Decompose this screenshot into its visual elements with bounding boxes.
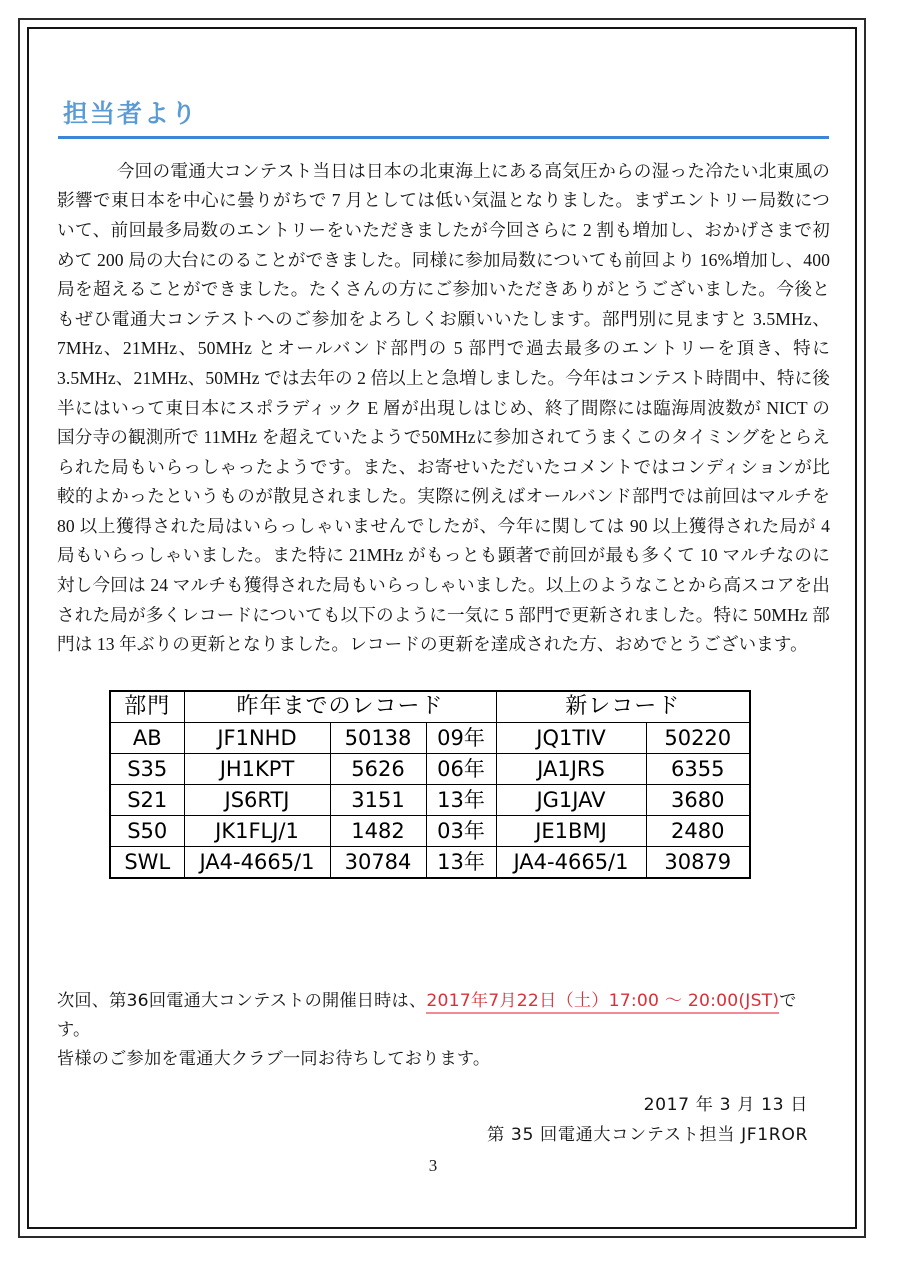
cell-new-score: 30879	[646, 846, 750, 878]
signature-date: 2017 年 3 月 13 日	[643, 1094, 808, 1115]
cell-old-year: 09年	[426, 722, 496, 753]
section-heading-block	[57, 100, 830, 139]
records-table-head	[110, 691, 750, 723]
cell-old-call: JS6RTJ	[184, 784, 330, 815]
records-table-body	[110, 722, 750, 878]
header-new-record: 新レコード	[496, 691, 750, 723]
cell-new-score: 50220	[646, 722, 750, 753]
cell-old-score: 50138	[330, 722, 426, 753]
next-contest-datetime: 2017年7月22日（土）17:00 ～ 20:00(JST)	[426, 991, 779, 1014]
cell-old-call: JK1FLJ/1	[184, 815, 330, 846]
cell-old-call: JF1NHD	[184, 722, 330, 753]
cell-old-call: JH1KPT	[184, 753, 330, 784]
records-table	[109, 690, 751, 879]
cell-new-score: 2480	[646, 815, 750, 846]
cell-old-score: 5626	[330, 753, 426, 784]
cell-new-call: JE1BMJ	[496, 815, 646, 846]
table-header-row	[110, 691, 750, 723]
cell-old-score: 3151	[330, 784, 426, 815]
cell-division: SWL	[110, 846, 184, 878]
header-old-record: 昨年までのレコード	[184, 691, 496, 723]
cell-new-call: JG1JAV	[496, 784, 646, 815]
page-number: 3	[428, 1156, 438, 1175]
cell-old-call: JA4-4665/1	[184, 846, 330, 878]
cell-division: S35	[110, 753, 184, 784]
heading-divider	[58, 136, 829, 139]
cell-division: AB	[110, 722, 184, 753]
signature-author: 第 35 回電通大コンテスト担当 JF1ROR	[487, 1124, 808, 1145]
cell-division: S21	[110, 784, 184, 815]
cell-new-call: JA4-4665/1	[496, 846, 646, 878]
page-content	[57, 100, 830, 1150]
cell-old-year: 03年	[426, 815, 496, 846]
cell-new-call: JQ1TIV	[496, 722, 646, 753]
cell-new-call: JA1JRS	[496, 753, 646, 784]
table-row	[110, 846, 750, 878]
header-division: 部門	[110, 691, 184, 723]
closing-notice	[57, 987, 830, 1074]
signature-block	[57, 1090, 830, 1150]
cell-old-year: 06年	[426, 753, 496, 784]
cell-old-score: 1482	[330, 815, 426, 846]
cell-old-year: 13年	[426, 846, 496, 878]
cell-new-score: 6355	[646, 753, 750, 784]
table-row	[110, 784, 750, 815]
body-paragraph: 今回の電通大コンテスト当日は日本の北東海上にある高気圧からの湿った冷たい北東風の影響で東日本を中心に曇りがちで 7 月としては低い気温となりました。まずエントリー局数について、前回最多局数のエントリーをいただきましたが今回さらに 2 割も増加し、おかげさまで初めて 200 局の大台にのることができました。同様に参加局数についても前回より 16%増加し、400 局を超えることができました。たくさんの方にご参加いただきありがとうございました。今後ともぜひ電通大コンテストへのご参加をよろしくお願いいたします。部門別に見ますと 3.5MHz、7MHz、21MHz、50MHz とオールバンド部門の 5 部門で過去最多のエントリーを頂き、特に 3.5MHz、21MHz、50MHz では去年の 2 倍以上と急増しました。今年はコンテスト時間中、特に後半にはいって東日本にスポラディック E 層が出現しはじめ、終了間際には臨海周波数が NICT の国分寺の観測所で 11MHz を超えていたようで50MHzに参加されてうまくこのタイミングをとらえられた局もいらっしゃったようです。また、お寄せいただいたコメントではコンディションが比較的よかったというものが散見されました。実際に例えばオールバンド部門では前回はマルチを 80 以上獲得された局はいらっしゃいませんでしたが、今年に関しては 90 以上獲得された局が 4 局もいらっしゃいました。また特に 21MHz がもっとも顕著で前回が最も多くて 10 マルチなのに対し今回は 24 マルチも獲得された局もいらっしゃいました。以上のようなことから高スコアを出された局が多くレコードについても以下のように一気に 5 部門で更新されました。特に 50MHz 部門は 13 年ぶりの更新となりました。レコードの更新を達成された方、おめでとうございます。	[57, 160, 830, 655]
table-row	[110, 722, 750, 753]
cell-old-score: 30784	[330, 846, 426, 878]
closing-line1-suffix: です。	[57, 990, 797, 1040]
cell-old-year: 13年	[426, 784, 496, 815]
closing-line1-prefix: 次回、第36回電通大コンテストの開催日時は、	[57, 990, 427, 1011]
table-row	[110, 815, 750, 846]
cell-division: S50	[110, 815, 184, 846]
table-row	[110, 753, 750, 784]
closing-line2: 皆様のご参加を電通大クラブ一同お待ちしております。	[57, 1048, 491, 1069]
cell-new-score: 3680	[646, 784, 750, 815]
records-table-wrapper	[57, 690, 830, 879]
page-title: 担当者より	[63, 99, 199, 128]
